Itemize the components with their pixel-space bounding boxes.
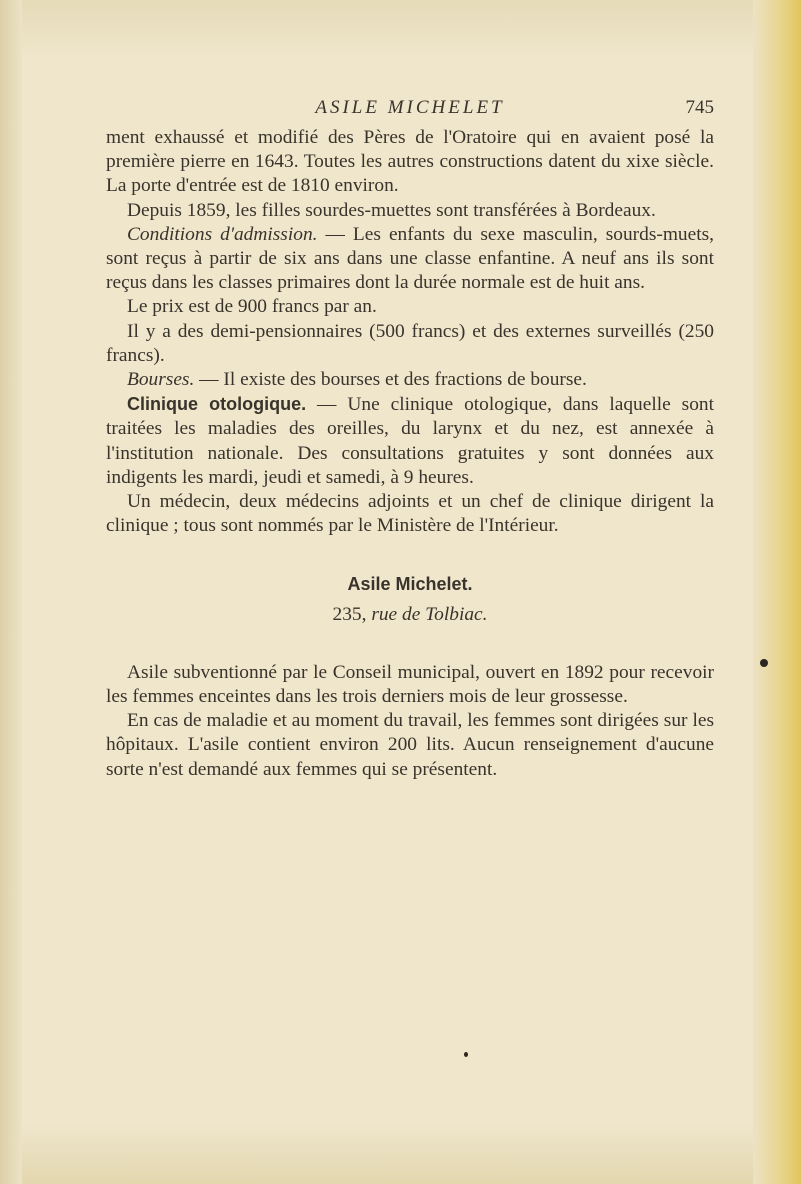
- section-address: [106, 603, 714, 627]
- paragraph-price: Le prix est de 900 francs par an.: [127, 296, 377, 318]
- paragraph-medecins: Un médecin, deux médecins adjoints et un chef de clinique dirigent la clinique ; tous sont nommés par le Ministère de l'Intérieur.: [106, 491, 714, 537]
- paragraph-asile: Asile subventionné par le Conseil municipal, ouvert en 1892 pour recevoir les femmes enceintes dans les trois derniers mois de leur grossesse.: [106, 661, 714, 708]
- page-left-edge: [0, 0, 22, 1184]
- clinique-label: Clinique otologique.: [127, 394, 307, 415]
- ink-spot: [760, 659, 768, 667]
- paragraph-conditions: [106, 223, 714, 296]
- paragraph-maladie: En cas de maladie et au moment du travail, les femmes sont dirigées sur les hôpitaux. L'asile contient environ 200 lits. Aucun renseignement d'aucune sorte n'est demandé aux femmes qui se présentent.: [106, 710, 714, 780]
- paragraph-transfer: Depuis 1859, les filles sourdes-muettes sont transférées à Bordeaux.: [127, 199, 656, 221]
- paragraph-pensionnaires: Il y a des demi-pensionnaires (500 francs) et des externes surveillés (250 francs).: [106, 320, 714, 366]
- conditions-text: — Les enfants du sexe masculin, sourds-muets, sont reçus à partir de six ans dans une classe enfantine. A neuf ans ils sont reçus dans les classes primaires dont la durée normale est de huit ans.: [106, 223, 714, 294]
- running-title: ASILE MICHELET: [315, 97, 505, 118]
- clinique-text: — Une clinique otologique, dans laquelle sont traitées les maladies des oreilles, du larynx et du nez, est annexée à l'institution nationale. Des consultations gratuites y sont données aux indigents les mardi, jeudi et samedi, à 9 heures.: [106, 394, 714, 488]
- address-street: rue de Tolbiac.: [371, 603, 488, 625]
- address-number: 235,: [332, 603, 367, 625]
- section-heading: Asile Michelet.: [347, 574, 473, 595]
- page-number: 745: [685, 97, 714, 118]
- page-right-edge: [753, 0, 801, 1184]
- running-header: [106, 96, 714, 126]
- conditions-label: Conditions d'admission.: [127, 223, 318, 245]
- paragraph-continued: ment exhaussé et modifié des Pères de l'Oratoire qui en avaient posé la première pierre en 1643. Toutes les autres constructions datent du xixe siècle. La porte d'entrée est de 1810 environ.: [106, 127, 714, 197]
- paragraph-clinique: [106, 392, 714, 490]
- paragraph-bourses: [106, 368, 714, 392]
- bourses-text: — Il existe des bourses et des fractions de bourse.: [194, 369, 587, 391]
- page-content: [106, 96, 714, 782]
- page-top-shadow: [0, 0, 801, 60]
- page-bottom-shadow: [0, 1124, 801, 1184]
- bourses-label: Bourses.: [127, 369, 195, 391]
- ink-spot: [464, 1052, 468, 1057]
